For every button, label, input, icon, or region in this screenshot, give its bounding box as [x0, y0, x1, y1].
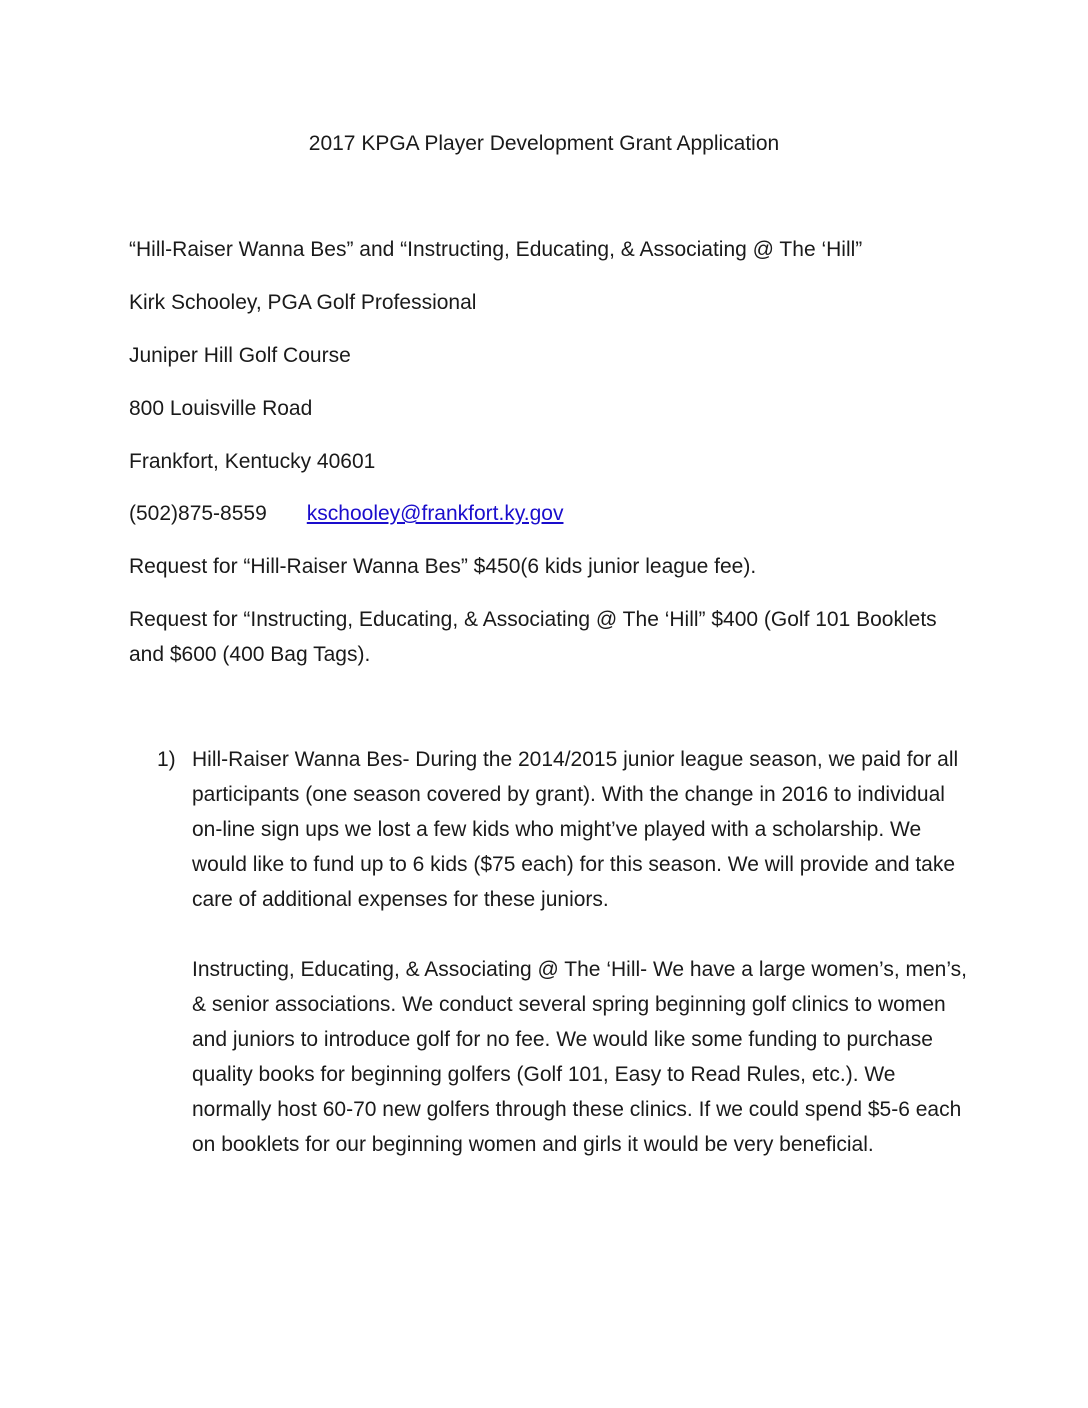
request-line-2: Request for “Instructing, Educating, & Associating @ The ‘Hill” $400 (Golf 101 Booklets and $600 (400 Bag Tags).: [129, 608, 937, 666]
list-item: [157, 742, 977, 1162]
programs-line: “Hill-Raiser Wanna Bes” and “Instructing, Educating, & Associating @ The ‘Hill”: [129, 238, 863, 261]
list-item-body: [192, 742, 977, 1162]
course-name: Juniper Hill Golf Course: [129, 344, 351, 367]
street-address: 800 Louisville Road: [129, 397, 313, 420]
phone-number: (502)875-8559: [129, 502, 267, 525]
contact-name: Kirk Schooley, PGA Golf Professional: [129, 291, 477, 314]
item-paragraph-hill-raiser: Hill-Raiser Wanna Bes- During the 2014/2015 junior league season, we paid for all participants (one season covered by grant). With the change in 2016 to individual on-line sign ups we lost a few kids who might’ve played with a scholarship. We would like to fund up to 6 kids ($75 each) for this season. We will provide and take care of additional expenses for these juniors.: [192, 748, 959, 911]
city-state-zip: Frankfort, Kentucky 40601: [129, 450, 376, 473]
email-link[interactable]: kschooley@frankfort.ky.gov: [306, 502, 564, 525]
item-paragraph-instructing: Instructing, Educating, & Associating @ The ‘Hill- We have a large women’s, men’s, & senior associations. We conduct several spring beginning golf clinics to women and juniors to introduce golf for no fee. We would like some funding to purchase quality books for beginning golfers (Golf 101, Easy to Read Rules, etc.). We normally host 60-70 new golfers through these clinics. If we could spend $5-6 each on booklets for our beginning women and girls it would be very beneficial.: [192, 958, 967, 1156]
list-item-number: 1): [157, 748, 176, 771]
document-title: 2017 KPGA Player Development Grant Application: [308, 132, 780, 155]
request-line-1: Request for “Hill-Raiser Wanna Bes” $450(6 kids junior league fee).: [129, 555, 757, 578]
contact-line: [129, 498, 563, 530]
